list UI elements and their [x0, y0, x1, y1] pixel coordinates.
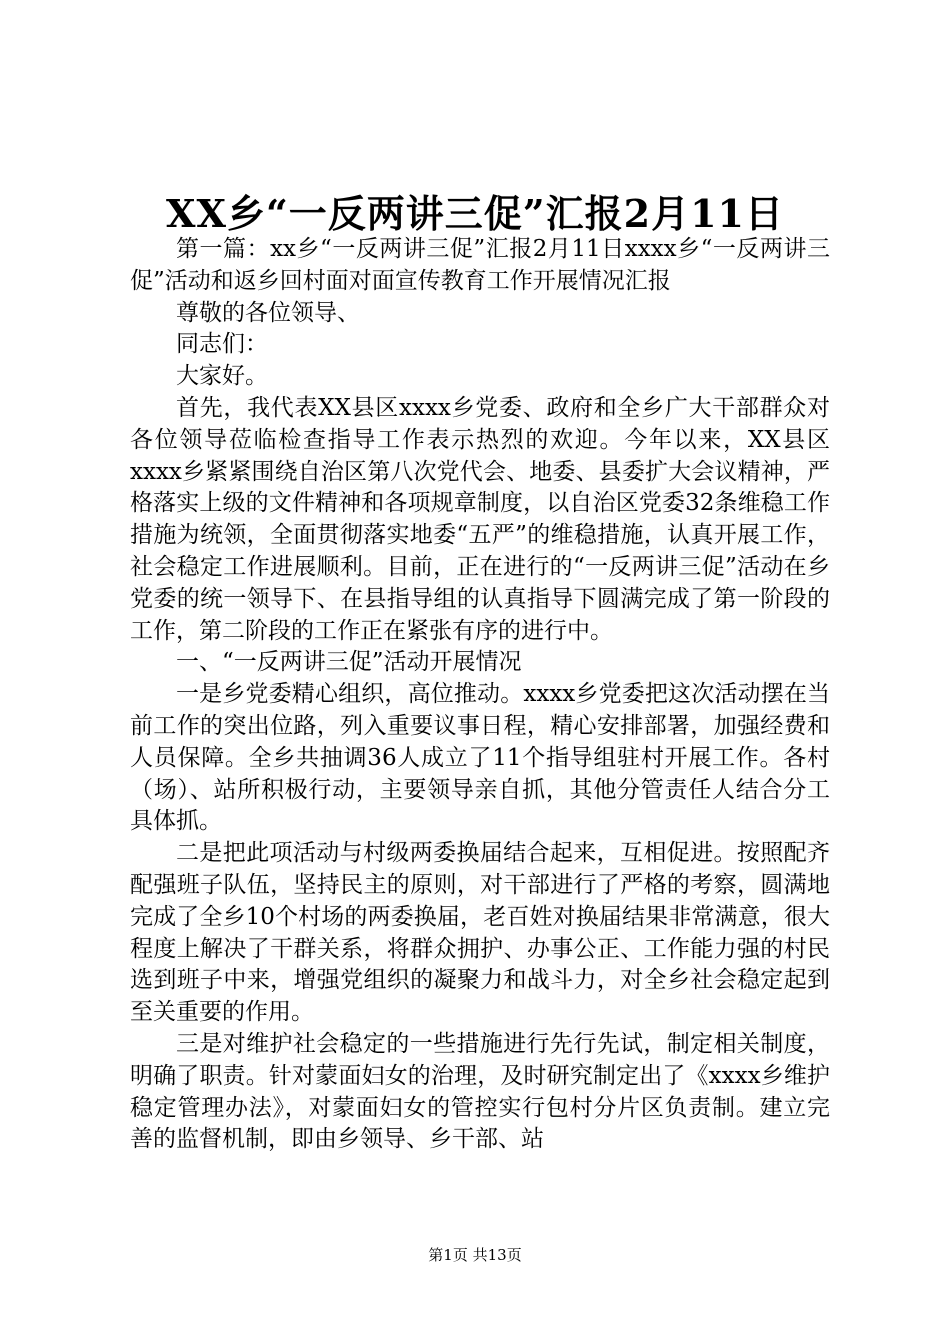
document-body: [130, 234, 830, 1156]
paragraph-greeting: 大家好。: [176, 363, 268, 390]
page-footer: 第1页 共13页: [428, 1246, 522, 1264]
document-title: XX乡“一反两讲三促”汇报2月11日: [165, 191, 784, 236]
section-heading-1: 一、“一反两讲三促”活动开展情况: [176, 649, 522, 676]
paragraph-intro: 首先，我代表XX县区xxxx乡党委、政府和全乡广大干部群众对各位领导莅临检查指导工作表示热烈的欢迎。今年以来，XX县区xxxx乡紧紧围绕自治区第八次党代会、地委、县委扩大会议精神，严格落实上级的文件精神和各项规章制度，以自治区党委32条维稳工作措施为统领，全面贯彻落实地委“五严”的维稳措施，认真开展工作，社会稳定工作进展顺利。目前，正在进行的“一反两讲三促”活动在乡党委的统一领导下、在县指导组的认真指导下圆满完成了第一阶段的工作，第二阶段的工作正在紧张有序的进行中。: [130, 394, 830, 644]
paragraph-point-three: 三是对维护社会稳定的一些措施进行先行先试，制定相关制度，明确了职责。针对蒙面妇女的治理，及时研究制定出了《xxxx乡维护稳定管理办法》，对蒙面妇女的管控实行包村分片区负责制。建立完善的监督机制，即由乡领导、乡干部、站: [130, 1030, 830, 1153]
paragraph-heading-first: 第一篇：xx乡“一反两讲三促”汇报2月11日xxxx乡“一反两讲三促”活动和返乡回村面对面宣传教育工作开展情况汇报: [130, 236, 830, 294]
paragraph-point-one: 一是乡党委精心组织，高位推动。xxxx乡党委把这次活动摆在当前工作的突出位路，列入重要议事日程，精心安排部署，加强经费和人员保障。全乡共抽调36人成立了11个指导组驻村开展工作。各村（场）、站所积极行动，主要领导亲自抓，其他分管责任人结合分工具体抓。: [130, 681, 830, 835]
paragraph-point-two: 二是把此项活动与村级两委换届结合起来，互相促进。按照配齐配强班子队伍，坚持民主的原则，对干部进行了严格的考察，圆满地完成了全乡10个村场的两委换届，老百姓对换届结果非常满意，很大程度上解决了干群关系，将群众拥护、办事公正、工作能力强的村民选到班子中来，增强党组织的凝聚力和战斗力，对全乡社会稳定起到至关重要的作用。: [130, 840, 830, 1026]
paragraph-comrades: 同志们：: [176, 331, 268, 358]
paragraph-salutation: 尊敬的各位领导、: [176, 299, 360, 326]
